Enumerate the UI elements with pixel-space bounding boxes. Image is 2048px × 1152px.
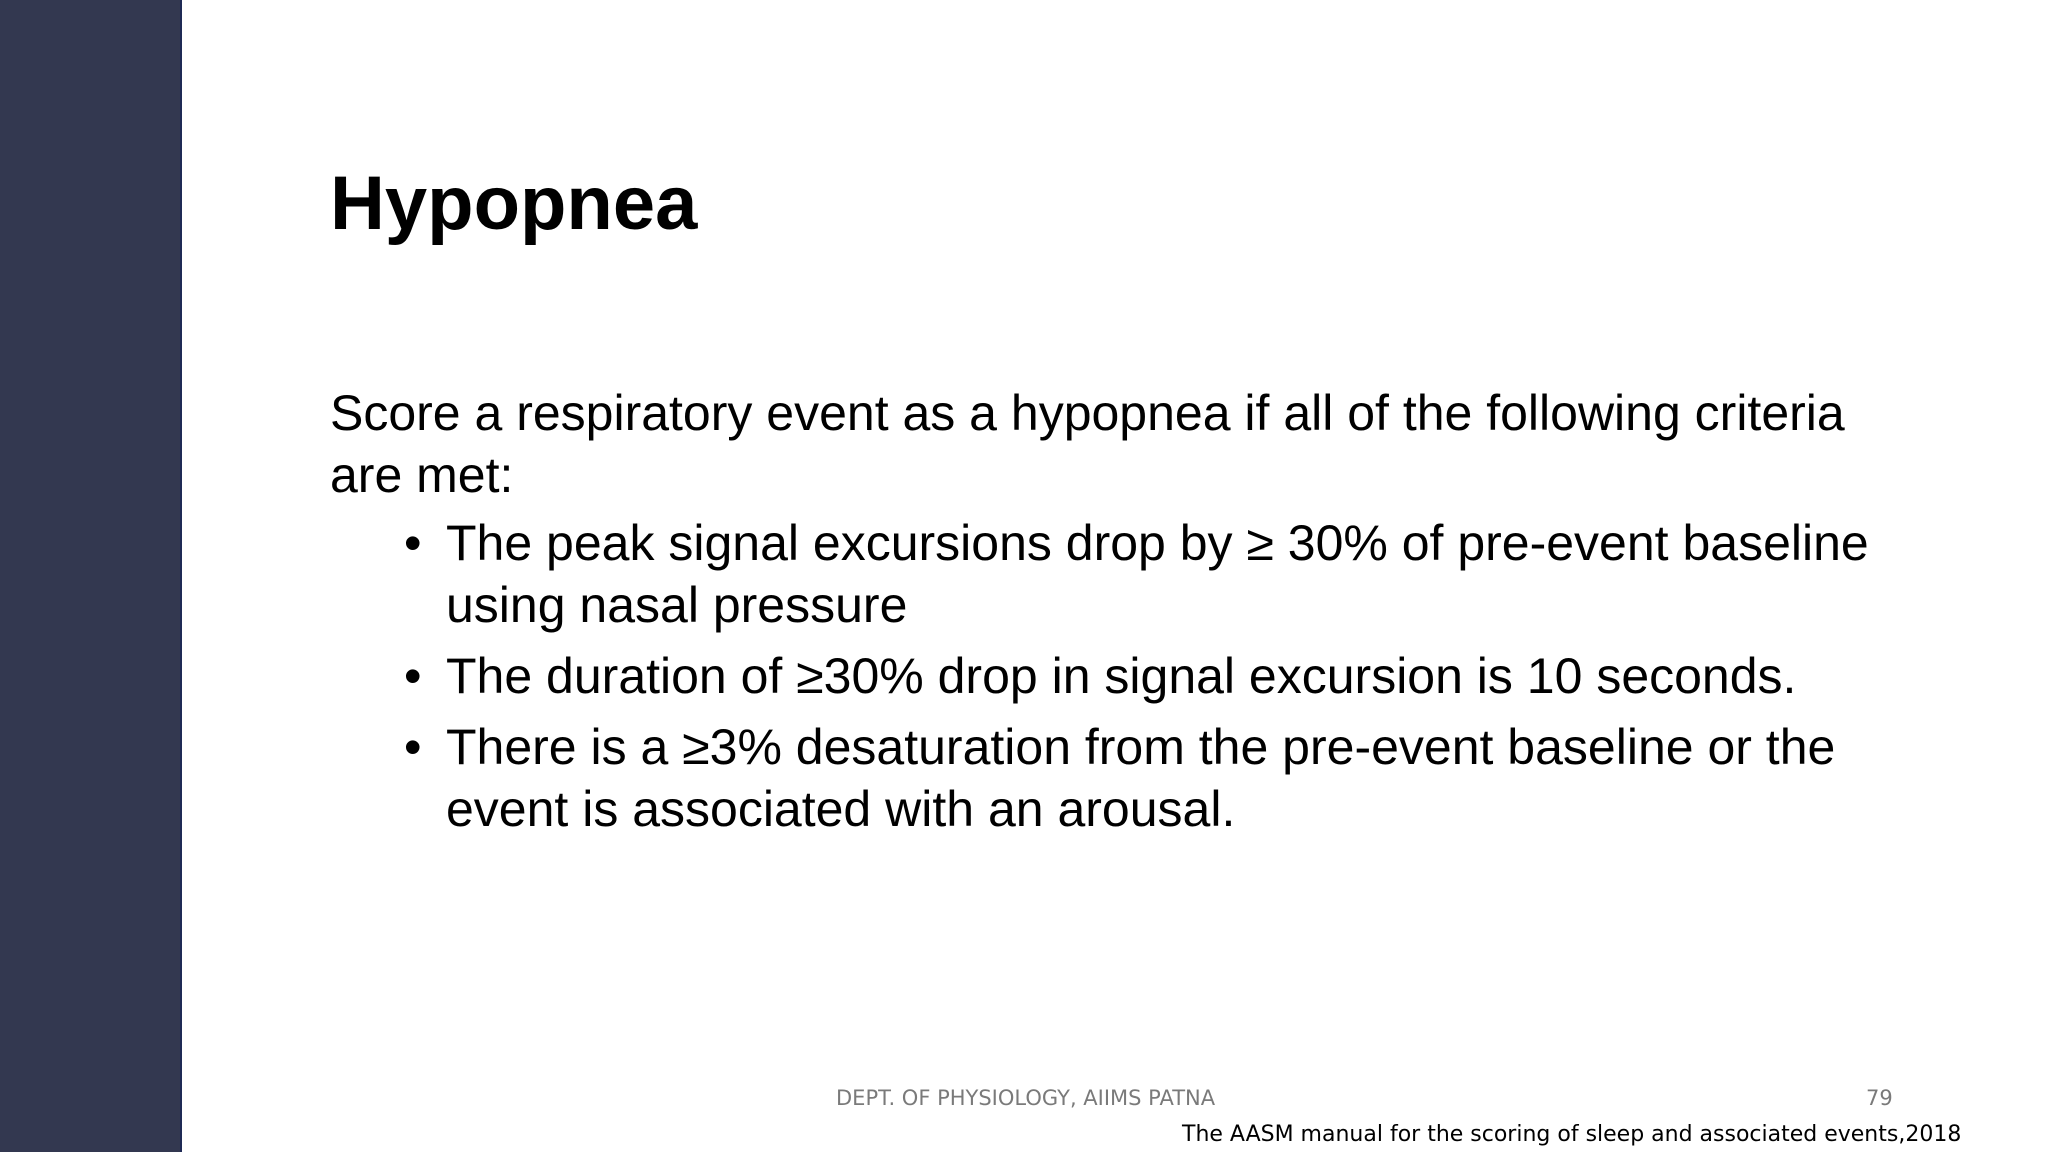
bullet-icon: • [404, 648, 422, 704]
citation-text: The AASM manual for the scoring of sleep and associated events,2018 [1182, 1122, 1962, 1147]
bullet-icon: • [404, 515, 422, 571]
criteria-text: The peak signal excursions drop by ≥ 30% of pre-event baseline using nasal pressure [446, 515, 1869, 633]
criteria-item [404, 716, 1910, 840]
footer-department: DEPT. OF PHYSIOLOGY, AIIMS PATNA [836, 1086, 1216, 1110]
slide-body [330, 382, 1910, 849]
criteria-item [404, 512, 1910, 636]
criteria-text: There is a ≥3% desaturation from the pre-event baseline or the event is associated with an arousal. [446, 719, 1836, 837]
left-accent-bar [0, 0, 182, 1152]
bullet-icon: • [404, 719, 422, 775]
criteria-text: The duration of ≥30% drop in signal excursion is 10 seconds. [446, 648, 1797, 704]
page-number: 79 [1866, 1086, 1893, 1110]
slide-title: Hypopnea [330, 161, 698, 246]
intro-text: Score a respiratory event as a hypopnea if all of the following criteria are met: [330, 385, 1845, 503]
criteria-list [330, 512, 1910, 840]
criteria-item [404, 645, 1910, 707]
